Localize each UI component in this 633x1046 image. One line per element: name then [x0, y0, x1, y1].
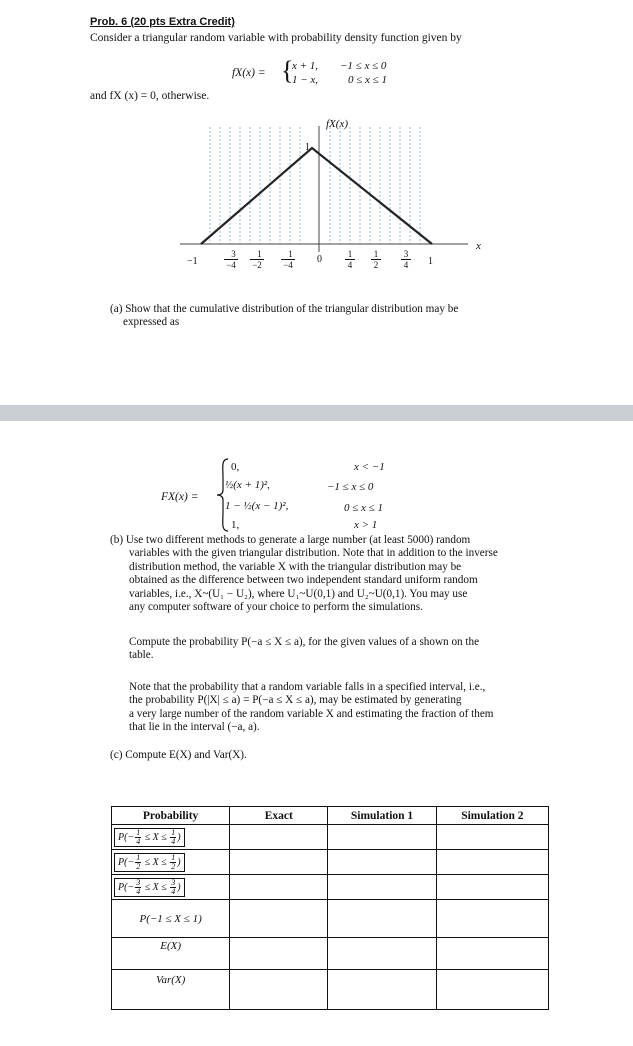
cell-sim2[interactable] [436, 875, 548, 900]
fraction-den: 4 [171, 886, 176, 896]
cell-sim2[interactable] [436, 825, 548, 850]
cell-sim1[interactable] [328, 970, 436, 1010]
cell-sim1[interactable] [328, 875, 436, 900]
part-b-text [110, 534, 498, 614]
prob-mid: ≤ X ≤ [142, 881, 170, 893]
cell-sim2[interactable] [436, 938, 548, 970]
tick-num: 3 [403, 249, 409, 259]
note-text [129, 681, 494, 735]
fraction-den: 4 [136, 886, 141, 896]
results-table [111, 806, 549, 1010]
tick-num: 1 [288, 249, 293, 259]
figure-peak-label: 1 [305, 142, 310, 153]
header-exact: Exact [230, 807, 328, 825]
cdf-row-0-expr: 0, [231, 461, 240, 473]
part-b-line: variables with the given triangular distribution. Note that in addition to the inverse [129, 547, 498, 560]
pdf-brace: { [281, 56, 294, 85]
tick-den: 4 [345, 259, 355, 270]
cdf-row-1-cond: −1 ≤ x ≤ 0 [327, 481, 374, 493]
prob-expression [114, 878, 185, 897]
row-label [112, 825, 230, 850]
table-row [112, 938, 549, 970]
fraction [135, 879, 141, 896]
cell-exact[interactable] [230, 875, 328, 900]
part-a-text [110, 303, 458, 330]
pdf-otherwise: and fX (x) = 0, otherwise. [90, 90, 210, 102]
cell-sim2[interactable] [436, 850, 548, 875]
prob-mid: ≤ X ≤ [142, 856, 170, 868]
tick-den: −2 [250, 259, 264, 270]
tick-label [371, 249, 381, 270]
cdf-row-0-cond: x < −1 [354, 461, 385, 473]
figure-gridlines [210, 127, 420, 244]
cell-sim2[interactable] [436, 970, 548, 1010]
figure-y-label: fX(x) [326, 118, 348, 130]
tick-den: 4 [401, 259, 411, 270]
table-row [112, 825, 549, 850]
cell-sim1[interactable] [328, 938, 436, 970]
tick-den: 2 [371, 259, 381, 270]
tick-den: −4 [281, 259, 295, 270]
cell-sim1[interactable] [328, 850, 436, 875]
pdf-case2-expr: 1 − x, [292, 74, 319, 86]
part-a-line: (a) Show that the cumulative distribution of the triangular distribution may be [110, 303, 459, 315]
cell-exact[interactable] [230, 970, 328, 1010]
header-simulation-1: Simulation 1 [328, 807, 436, 825]
tick-num: 3 [231, 249, 236, 259]
compute-line: table. [129, 649, 154, 662]
prob-suffix: ) [177, 831, 181, 843]
prob-mid: ≤ X ≤ [142, 831, 170, 843]
tick-label: −1 [187, 256, 198, 267]
tick-label: 1 [428, 256, 433, 267]
cdf-brace [216, 458, 230, 532]
cdf-row-1-expr: ½(x + 1)², [225, 479, 270, 491]
fraction-num: 1 [136, 852, 141, 862]
row-label [112, 875, 230, 900]
pdf-case1-cond: −1 ≤ x ≤ 0 [340, 60, 387, 72]
problem-intro: Consider a triangular random variable with probability density function given by [90, 32, 462, 44]
triangle-pdf-figure [170, 112, 490, 287]
table-header-row [112, 807, 549, 825]
cell-exact[interactable] [230, 900, 328, 938]
origin-label: 0 [317, 254, 322, 265]
table-row [112, 970, 549, 1010]
part-b-line: any computer software of your choice to perform the simulations. [129, 601, 423, 614]
problem-title: Prob. 6 (20 pts Extra Credit) [90, 16, 235, 28]
fraction-num: 1 [136, 827, 141, 837]
cell-exact[interactable] [230, 938, 328, 970]
pdf-case2-cond: 0 ≤ x ≤ 1 [348, 74, 387, 86]
fraction-num: 3 [136, 877, 141, 887]
fraction-num: 1 [171, 852, 176, 862]
fraction-num: 3 [171, 877, 176, 887]
fraction [170, 879, 176, 896]
row-label-variance: Var(X) [112, 970, 230, 1010]
tick-label [401, 249, 411, 270]
cell-sim2[interactable] [436, 900, 548, 938]
tick-den: −4 [224, 259, 238, 270]
fraction-den: 4 [136, 836, 141, 846]
tick-label [250, 249, 264, 270]
prob-expression [114, 828, 185, 847]
part-a-line: expressed as [123, 316, 180, 329]
compute-text [129, 636, 479, 663]
page-divider [0, 405, 633, 421]
part-b-line: obtained as the difference between two independent standard uniform random [129, 574, 478, 587]
header-simulation-2: Simulation 2 [436, 807, 548, 825]
prob-prefix: P(− [118, 881, 135, 893]
fraction-den: 2 [136, 861, 141, 871]
figure-x-label: x [476, 240, 481, 252]
header-probability: Probability [112, 807, 230, 825]
cell-sim1[interactable] [328, 825, 436, 850]
row-label-full-range: P(−1 ≤ X ≤ 1) [112, 900, 230, 938]
part-c-text: (c) Compute E(X) and Var(X). [110, 749, 247, 761]
tick-num: 1 [347, 249, 353, 259]
tick-label [224, 249, 238, 270]
note-line: Note that the probability that a random variable falls in a specified interval, i.e., [129, 681, 486, 693]
note-line: that lie in the interval (−a, a). [129, 721, 260, 734]
prob-expression [114, 853, 185, 872]
tick-num: 1 [257, 249, 262, 259]
pdf-case1-expr: x + 1, [292, 60, 319, 72]
compute-line: Compute the probability P(−a ≤ X ≤ a), for the given values of a shown on the [129, 636, 480, 648]
cell-exact[interactable] [230, 825, 328, 850]
prob-suffix: ) [177, 881, 181, 893]
cdf-lhs: FX(x) = [161, 491, 199, 503]
fraction-den: 2 [171, 861, 176, 871]
fraction [170, 829, 176, 846]
cdf-row-2-cond: 0 ≤ x ≤ 1 [344, 502, 383, 514]
tick-label [281, 249, 295, 270]
part-b-line: (b) Use two different methods to generate a large number (at least 5000) random [110, 534, 471, 546]
pdf-triangle [201, 148, 432, 244]
pdf-lhs: fX(x) = [232, 67, 266, 79]
cdf-row-3-cond: x > 1 [354, 519, 378, 531]
cdf-row-2-expr: 1 − ½(x − 1)², [225, 500, 289, 512]
prob-prefix: P(− [118, 856, 135, 868]
note-line: a very large number of the random variable X and estimating the fraction of them [129, 707, 494, 720]
fraction [170, 854, 176, 871]
prob-suffix: ) [177, 856, 181, 868]
prob-prefix: P(− [118, 831, 135, 843]
table-row [112, 875, 549, 900]
fraction [135, 854, 141, 871]
table-row [112, 850, 549, 875]
row-label-expectation: E(X) [112, 938, 230, 970]
row-label [112, 850, 230, 875]
part-b-line: distribution method, the variable X with the triangular distribution may be [129, 560, 462, 573]
cdf-row-3-expr: 1, [231, 519, 240, 531]
table-row [112, 900, 549, 938]
part-b-line: variables, i.e., X~(U₁ − U₂), where U₁~U(0,1) and U₂~U(0,1). You may use [129, 587, 468, 600]
cell-sim1[interactable] [328, 900, 436, 938]
fraction-den: 4 [171, 836, 176, 846]
fraction [135, 829, 141, 846]
tick-num: 1 [373, 249, 379, 259]
cell-exact[interactable] [230, 850, 328, 875]
fraction-num: 1 [171, 827, 176, 837]
note-line: the probability P(|X| ≤ a) = P(−a ≤ X ≤ a), may be estimated by generating [129, 694, 462, 707]
tick-label [345, 249, 355, 270]
